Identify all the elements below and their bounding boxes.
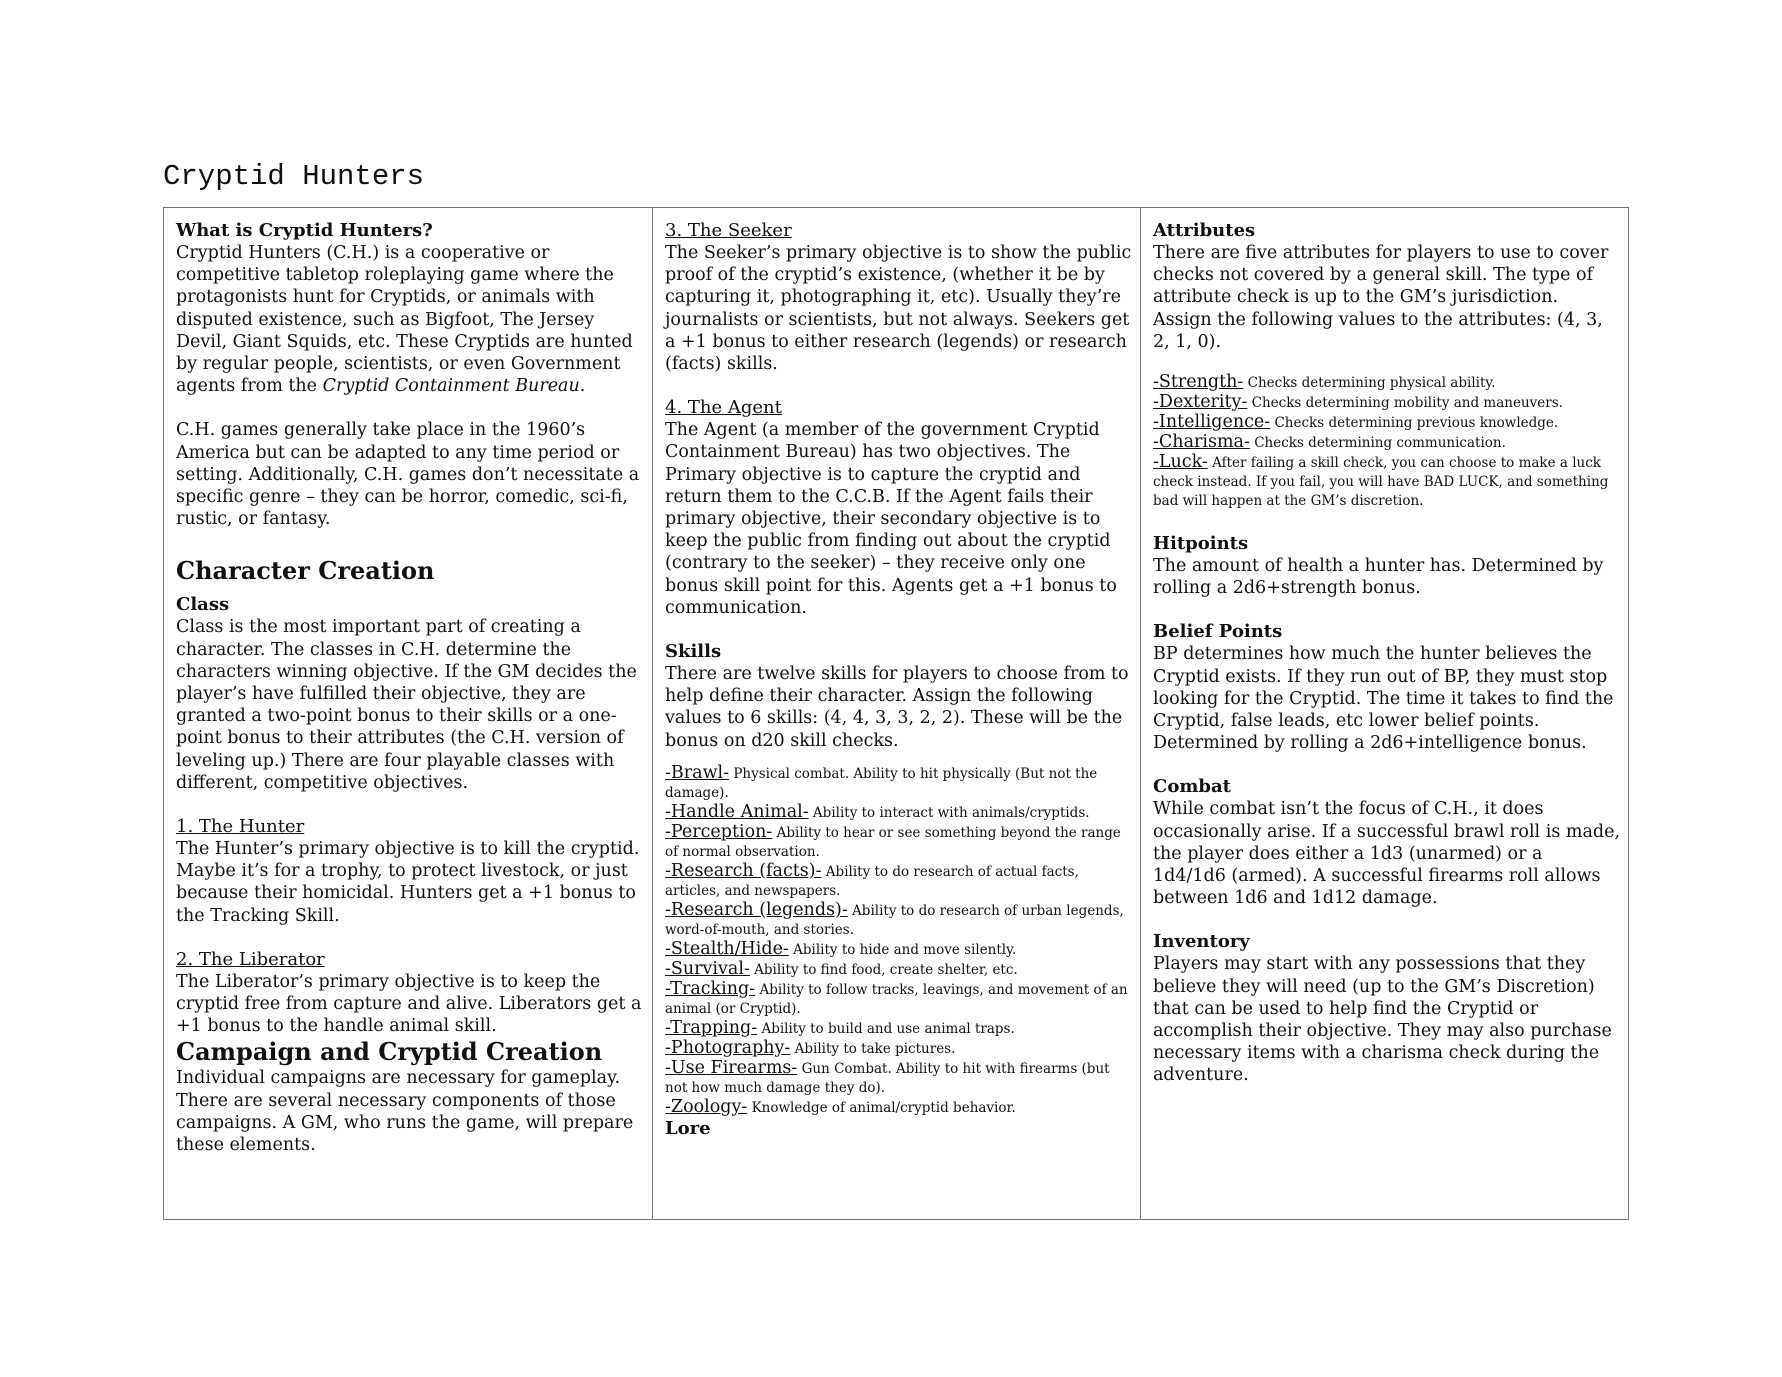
column-2	[652, 208, 1140, 1219]
document-title: Cryptid Hunters	[163, 160, 425, 193]
attribute-item	[1153, 393, 1620, 413]
skill-item	[665, 1059, 1132, 1098]
skill-desc: Ability to build and use animal traps.	[757, 1020, 1015, 1037]
liberator-heading: 2. The Liberator	[176, 948, 325, 970]
what-body	[176, 242, 644, 397]
skill-desc: Gun Combat. Ability to hit with firearms (but not how much damage they do).	[665, 1060, 1110, 1096]
attribute-term: -Strength-	[1153, 372, 1244, 393]
skill-term: -Zoology-	[665, 1096, 748, 1117]
agent-body: The Agent (a member of the government Cryptid Containment Bureau) has two objectives. The Primary objective is to capture the cryptid and return them to the C.C.B. If the Agent fails their primary objective, their secondary objective is to keep the public from finding out about the cryptid (contrary to the seeker) – they receive only one bonus skill point for this. Agents get a +1 bonus to communication.	[665, 420, 1117, 618]
hunter-heading: 1. The Hunter	[176, 816, 305, 838]
attribute-desc: Checks determining mobility and maneuvers.	[1247, 395, 1563, 412]
skill-desc: Ability to interact with animals/cryptids.	[808, 804, 1090, 821]
campaign-body: Individual campaigns are necessary for gameplay. There are several necessary components of those campaigns. A GM, who runs the game, will prepare these elements.	[176, 1068, 634, 1156]
character-creation-heading: Character Creation	[176, 556, 435, 586]
skill-term: -Stealth/Hide-	[665, 938, 789, 959]
skill-term: -Perception-	[665, 821, 773, 842]
content-table	[163, 207, 1629, 1220]
inventory-heading: Inventory	[1153, 931, 1250, 953]
skill-item	[665, 823, 1132, 862]
attribute-item	[1153, 413, 1620, 433]
skill-item	[665, 960, 1132, 980]
skill-desc: Ability to do research of actual facts, articles, and newspapers.	[665, 863, 1079, 899]
belief-points-body: BP determines how much the hunter believes the Cryptid exists. If they run out of BP, they must stop looking for the Cryptid. The time it takes to find the Cryptid, false leads, etc lower belief points. Determined by rolling a 2d6+intelligence bonus.	[1153, 644, 1614, 754]
attribute-term: -Intelligence-	[1153, 412, 1271, 433]
what-body-text: Cryptid Hunters (C.H.) is a cooperative or competitive tabletop roleplaying game where the protagonists hunt for Cryptids, or animals with disputed existence, such as Bigfoot, The Jersey Devil, Giant Squids, etc. These Cryptids are hunted by regular people, scientists, or even Government agents from the	[176, 243, 633, 397]
skill-term: -Research (legends)-	[665, 899, 848, 920]
skill-desc: Ability to hear or see something beyond the range of normal observation.	[665, 824, 1121, 860]
attribute-term: -Luck-	[1153, 452, 1208, 473]
hunter-body: The Hunter’s primary objective is to kill the cryptid. Maybe it’s for a trophy, to protect livestock, or just because their homicidal. Hunters get a +1 bonus to the Tracking Skill.	[176, 839, 640, 926]
attributes-heading: Attributes	[1153, 220, 1256, 241]
attribute-term: -Charisma-	[1153, 432, 1250, 453]
skill-term: -Brawl-	[665, 762, 730, 783]
skill-item	[665, 803, 1132, 823]
skill-term: -Survival-	[665, 958, 750, 979]
inventory-body: Players may start with any possessions that they believe they will need (up to the GM’s Discretion) that can be used to help find the Cryptid or accomplish their objective. They may also purchase necessary items with a charisma check during the adventure.	[1153, 954, 1612, 1086]
skill-desc: Ability to hide and move silently.	[788, 941, 1017, 958]
skill-item	[665, 980, 1132, 1019]
hitpoints-heading: Hitpoints	[1153, 533, 1249, 555]
skill-desc: Ability to follow tracks, leavings, and movement of an animal (or Cryptid).	[665, 981, 1128, 1017]
skill-item	[665, 1098, 1132, 1118]
attribute-term: -Dexterity-	[1153, 392, 1248, 413]
campaign-heading: Campaign and Cryptid Creation	[176, 1037, 603, 1067]
skill-desc: Ability to find food, create shelter, etc.	[749, 961, 1018, 978]
skill-item	[665, 1019, 1132, 1039]
attributes-body: There are five attributes for players to use to cover checks not covered by a general skill. The type of attribute check is up to the GM’s jurisdiction. Assign the following values to the attributes: (4, 3, 2, 1, 0).	[1153, 243, 1609, 352]
skill-desc: Knowledge of animal/cryptid behavior.	[747, 1099, 1016, 1116]
column-3	[1140, 208, 1628, 1219]
column-1	[164, 208, 652, 1219]
skill-desc: Ability to take pictures.	[790, 1040, 956, 1057]
attribute-desc: Checks determining communication.	[1249, 435, 1506, 452]
agent-heading: 4. The Agent	[665, 397, 782, 419]
ccb-name: Cryptid Containment Bureau.	[322, 376, 586, 397]
attribute-item	[1153, 453, 1620, 511]
skill-term: -Research (facts)-	[665, 860, 822, 881]
liberator-body: The Liberator’s primary objective is to keep the cryptid free from capture and alive. Liberators get a +1 bonus to the handle animal skill.	[176, 971, 642, 1037]
skill-term: -Tracking-	[665, 978, 756, 999]
class-heading: Class	[176, 594, 230, 616]
combat-heading: Combat	[1153, 776, 1231, 798]
skills-heading: Skills	[665, 641, 722, 663]
class-body: Class is the most important part of creating a character. The classes in C.H. determine the characters winning objective. If the GM decides the player’s have fulfilled their objective, they are granted a two-point bonus to their skills or a one-point bonus to their attributes (the C.H. version of leveling up.) There are four playable classes with different, competitive objectives.	[176, 617, 637, 793]
setting-body: C.H. games generally take place in the 1960’s America but can be adapted to any time period or setting. Additionally, C.H. games don’t necessitate a specific genre – they can be horror, comedic, sci-fi, rustic, or fantasy.	[176, 420, 640, 530]
attribute-desc: Checks determining previous knowledge.	[1270, 415, 1559, 432]
attribute-item	[1153, 433, 1620, 453]
skill-term: -Trapping-	[665, 1017, 758, 1038]
combat-body: While combat isn’t the focus of C.H., it does occasionally arise. If a successful brawl roll is made, the player does either a 1d3 (unarmed) or a 1d4/1d6 (armed). A successful firearms roll allows between 1d6 and 1d12 damage.	[1153, 799, 1621, 909]
skill-item	[665, 764, 1132, 803]
attributes-list	[1153, 373, 1620, 511]
skill-item	[665, 1039, 1132, 1059]
belief-points-heading: Belief Points	[1153, 621, 1283, 643]
skill-item	[665, 901, 1132, 940]
skill-term: -Use Firearms-	[665, 1057, 798, 1078]
lore-heading: Lore	[665, 1117, 711, 1139]
hitpoints-body: The amount of health a hunter has. Determined by rolling a 2d6+strength bonus.	[1153, 556, 1604, 599]
skill-desc: Ability to do research of urban legends, word-of-mouth, and stories.	[665, 902, 1124, 938]
what-heading: What is Cryptid Hunters?	[176, 220, 433, 241]
skill-desc: Physical combat. Ability to hit physically (But not the damage).	[665, 765, 1098, 801]
seeker-heading: 3. The Seeker	[665, 220, 792, 241]
skill-item	[665, 862, 1132, 901]
attribute-desc: Checks determining physical ability.	[1243, 375, 1496, 392]
skill-term: -Handle Animal-	[665, 801, 809, 822]
attribute-item	[1153, 373, 1620, 393]
skills-list	[665, 764, 1132, 1118]
skill-item	[665, 940, 1132, 960]
skills-body: There are twelve skills for players to choose from to help define their character. Assign the following values to 6 skills: (4, 4, 3, 3, 2, 2). These will be the bonus on d20 skill checks.	[665, 664, 1129, 751]
seeker-body: The Seeker’s primary objective is to show the public proof of the cryptid’s existence, (whether it be by capturing it, photographing it, etc). Usually they’re journalists or scientists, but not always. Seekers get a +1 bonus to either research (legends) or research (facts) skills.	[665, 243, 1132, 375]
skill-term: -Photography-	[665, 1037, 791, 1058]
attribute-desc: After failing a skill check, you can choose to make a luck check instead. If you fail, you will have BAD LUCK, and something bad will happen at the GM’s discretion.	[1153, 455, 1609, 510]
